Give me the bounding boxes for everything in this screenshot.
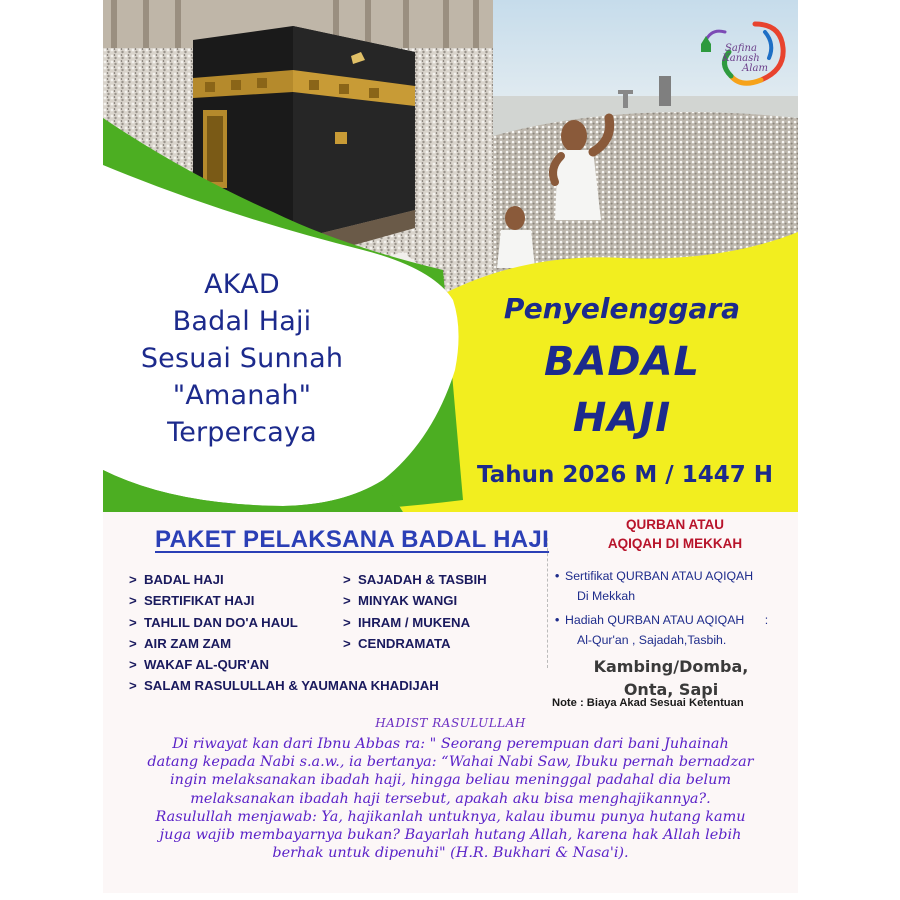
paket-item: > MINYAK WANGI [343,590,487,611]
paket-item: > TAHLIL DAN DO'A HAUL [129,612,439,633]
hadist-line: datang kepada Nabi s.a.w., ia bertanya: “Wahai Nabi Saw, Ibuku pernah bernadzar [147,754,754,771]
year-label: Tahun 2026 M / 1447 H [477,462,773,488]
hero-title [457,284,787,446]
hadist-line: Di riwayat kan dari Ibnu Abbas ra: " Seorang perempuan dari bani Juhainah [172,736,729,752]
paket-title: PAKET PELAKSANA BADAL HAJI [155,526,550,553]
qurban-title-line-1: QURBAN ATAU [626,517,724,532]
hadist-line: berhak untuk dipenuhi" (H.R. Bukhari & Nasa'i). [272,845,629,862]
akad-line-2: Badal Haji [172,306,312,337]
penyelenggara-label: Penyelenggara [503,292,741,325]
brand-logo [695,18,787,88]
animals-line-1: Kambing/Domba, [593,657,749,676]
qurban-item-1-line-1: Sertifikat QURBAN ATAU AQIQAH [565,569,754,583]
hadist-body [105,735,796,862]
paket-item: > SALAM RASULULLAH & YAUMANA KHADIJAH [129,675,439,696]
akad-line-5: Terpercaya [167,417,317,448]
qurban-item-certificate [555,567,795,606]
hadist-title: HADIST RASULULLAH [375,716,526,730]
section-divider [547,538,548,668]
paket-item: > SAJADAH & TASBIH [343,569,487,590]
paket-item: > BADAL HAJI [129,569,439,590]
paket-item: > IHRAM / MUKENA [343,612,487,633]
hadist-line: Rasulullah menjawab: Ya, hajikanlah untuknya, kalau ibumu punya hutang kamu [155,808,746,825]
cost-note: Note : Biaya Akad Sesuai Ketentuan [552,697,744,709]
logo-text [695,44,787,74]
paket-item: > AIR ZAM ZAM [129,633,439,654]
animals-line-2: Onta, Sapi [623,680,719,699]
akad-line-4: "Amanah" [172,380,312,411]
qurban-item-gift [555,611,795,650]
paket-item: > SERTIFIKAT HAJI [129,590,439,611]
qurban-title-line-2: AQIQAH DI MEKKAH [607,536,743,551]
badal-word: BADAL [543,339,701,385]
logo-text-line-2: Kanash [722,53,760,64]
haji-word: HAJI [572,395,672,441]
hadist-line: juga wajib membayarnya bukan? Bayarlah hutang Allah, karena hak Allah lebih [159,827,742,844]
akad-line-3: Sesuai Sunnah [140,343,344,374]
paket-item: > WAKAF AL-QUR'AN [129,654,439,675]
qurban-title [605,515,745,553]
qurban-list [555,567,795,650]
qurban-item-1-line-2: Di Mekkah [577,588,636,603]
akad-heading [111,266,373,451]
paket-list-right [343,569,487,654]
animal-options [576,655,766,701]
poster [103,0,798,893]
logo-text-line-1: Safina [725,43,757,54]
logo-text-line-3: Alam [742,63,768,74]
hadist-line: melaksanakan ibadah haji tersebut, apakah aku bisa menghajikannya?. [190,790,711,807]
qurban-item-2-line-2: Al-Qur'an , Sajadah,Tasbih. [577,632,727,647]
akad-line-1: AKAD [204,269,280,300]
qurban-item-2-line-1: Hadiah QURBAN ATAU AQIQAH : [565,613,769,627]
hadist-line: ingin melaksanakan ibadah haji, hingga beliau meninggal padahal dia belum [169,772,731,789]
paket-item: > CENDRAMATA [343,633,487,654]
